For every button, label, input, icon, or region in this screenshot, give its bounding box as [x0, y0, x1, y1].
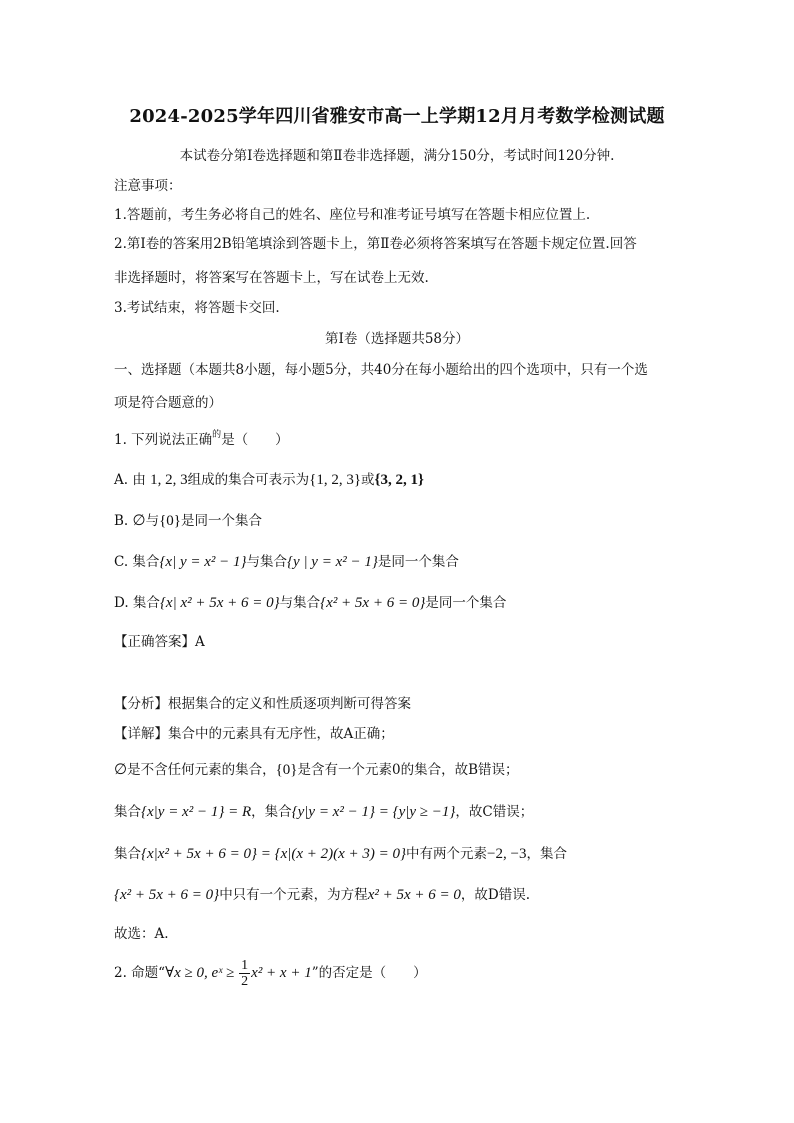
q1-detail-4-pre: 集合 — [114, 846, 141, 862]
q1-option-a-math3: {3, 2, 1} — [374, 472, 424, 488]
q1-option-a-or: 或 — [361, 472, 375, 488]
q1-stem-a: 1. 下列说法正确 — [114, 432, 213, 448]
q1-option-c-text: 与集合 — [246, 554, 288, 570]
q1-detail-5-text-b: ，故D错误. — [460, 887, 530, 903]
q2-pre: 2. 命题“ — [114, 965, 166, 981]
q1-option-c-label: C. 集合 — [114, 554, 160, 570]
q1-detail-4-math1: {x|x² + 5x + 6 = 0} = {x|(x + 2)(x + 3) = 0} — [141, 846, 407, 862]
q1-option-c-math2: {y | y = x² − 1} — [287, 554, 378, 570]
q1-detail-3-math2: {y|y = x² − 1} = {y|y ≥ −1} — [291, 804, 456, 820]
q1-option-d-post: 是同一个集合 — [425, 595, 507, 611]
q1-option-b-math1: ∅ — [132, 513, 146, 529]
q1-option-d-math2: {x² + 5x + 6 = 0} — [320, 595, 426, 611]
q1-detail-3-pre: 集合 — [114, 804, 141, 820]
question-2-stem — [114, 958, 427, 989]
q1-stem-b: 是（ ） — [221, 432, 289, 448]
q1-detail-3 — [114, 802, 533, 822]
q1-detail-2 — [114, 760, 519, 780]
q2-fraction-denominator: 2 — [241, 974, 249, 989]
q1-option-c-math1: {x| y = x² − 1} — [159, 554, 247, 570]
q1-detail-3-mid: ，集合 — [251, 804, 292, 820]
q2-post: ”的否定是（ ） — [311, 965, 427, 981]
section-heading-cont: 项是符合题意的） — [114, 395, 222, 411]
q1-option-b-post: 是同一个集合 — [181, 513, 262, 529]
q1-detail-3-math1: {x|y = x² − 1} = R — [141, 804, 252, 820]
question-1-stem — [114, 430, 289, 450]
q1-option-c — [114, 552, 459, 572]
q1-option-d-math1: {x| x² + 5x + 6 = 0} — [159, 595, 280, 611]
q1-detail-2-text-a: 是不含任何元素的集合， — [127, 762, 276, 778]
q1-option-d-label: D. 集合 — [114, 595, 160, 611]
q1-detail-2-math2: {0} — [275, 762, 298, 778]
q2-fraction-numerator: 1 — [241, 958, 249, 973]
q1-option-b-label: B. — [114, 513, 129, 529]
q1-detail-5 — [114, 885, 530, 905]
q2-math1: ∀x ≥ 0, eˣ ≥ — [165, 965, 239, 981]
q1-conclusion: 故选：A. — [114, 926, 169, 942]
q1-answer: 【正确答案】A — [114, 634, 205, 650]
q1-option-d-text: 与集合 — [279, 595, 321, 611]
q1-detail-5-math2: x² + 5x + 6 = 0 — [367, 887, 461, 903]
q1-option-a-label: A. 由 — [114, 472, 146, 488]
section-heading: 一、选择题（本题共8小题，每小题5分，共40分在每小题给出的四个选项中，只有一个选 — [114, 362, 648, 378]
q1-option-c-post: 是同一个集合 — [377, 554, 459, 570]
q2-math2: x² + x + 1 — [251, 965, 312, 981]
q1-option-b-math2: {0} — [159, 513, 181, 529]
notice-heading: 注意事项： — [114, 178, 182, 194]
intro-text: 本试卷分第Ⅰ卷选择题和第Ⅱ卷非选择题，满分150分，考试时间120分钟. — [179, 148, 615, 164]
q1-detail-4-post: ，集合 — [526, 846, 567, 862]
q1-detail-2-text-b: 是含有一个元素0的集合，故B错误； — [297, 762, 519, 778]
q1-detail-1: 【详解】集合中的元素具有无序性，故A正确； — [114, 726, 394, 742]
q1-detail-5-math1: {x² + 5x + 6 = 0} — [114, 887, 220, 903]
q1-detail-3-post: ，故C错误； — [455, 804, 534, 820]
q1-option-b-text: 与 — [145, 513, 160, 529]
q1-detail-4-mid: 中有两个元素 — [406, 846, 488, 862]
page-title: 2024-2025学年四川省雅安市高一上学期12月月考数学检测试题 — [129, 106, 665, 127]
notice-item-3: 3.考试结束，将答题卡交回. — [114, 300, 280, 316]
q1-option-b — [114, 511, 262, 531]
q1-analysis: 【分析】根据集合的定义和性质逐项判断可得答案 — [114, 696, 411, 712]
q1-option-d — [114, 593, 506, 613]
notice-item-1: 1.答题前，考生务必将自己的姓名、座位号和准考证号填写在答题卡相应位置上. — [114, 207, 591, 223]
q1-option-a-text: 组成的集合可表示为 — [187, 472, 310, 488]
q1-stem-de: 的 — [212, 430, 222, 440]
q1-detail-4 — [114, 844, 567, 864]
q1-option-a-math2: {1, 2, 3} — [309, 472, 362, 488]
q1-detail-5-text-a: 中只有一个元素，为方程 — [219, 887, 368, 903]
q1-option-a — [114, 470, 424, 490]
q1-detail-2-math1: ∅ — [114, 762, 128, 778]
part-heading: 第Ⅰ卷（选择题共58分） — [324, 331, 469, 347]
q1-option-a-math1: 1, 2, 3 — [150, 472, 188, 488]
notice-item-2: 2.第Ⅰ卷的答案用2B铅笔填涂到答题卡上，第Ⅱ卷必须将答案填写在答题卡规定位置.回答 — [114, 236, 637, 252]
notice-item-2-cont: 非选择题时，将答案写在答题卡上，写在试卷上无效. — [114, 270, 429, 286]
q1-detail-4-math2: −2, −3 — [487, 846, 527, 862]
q2-fraction — [239, 958, 250, 989]
